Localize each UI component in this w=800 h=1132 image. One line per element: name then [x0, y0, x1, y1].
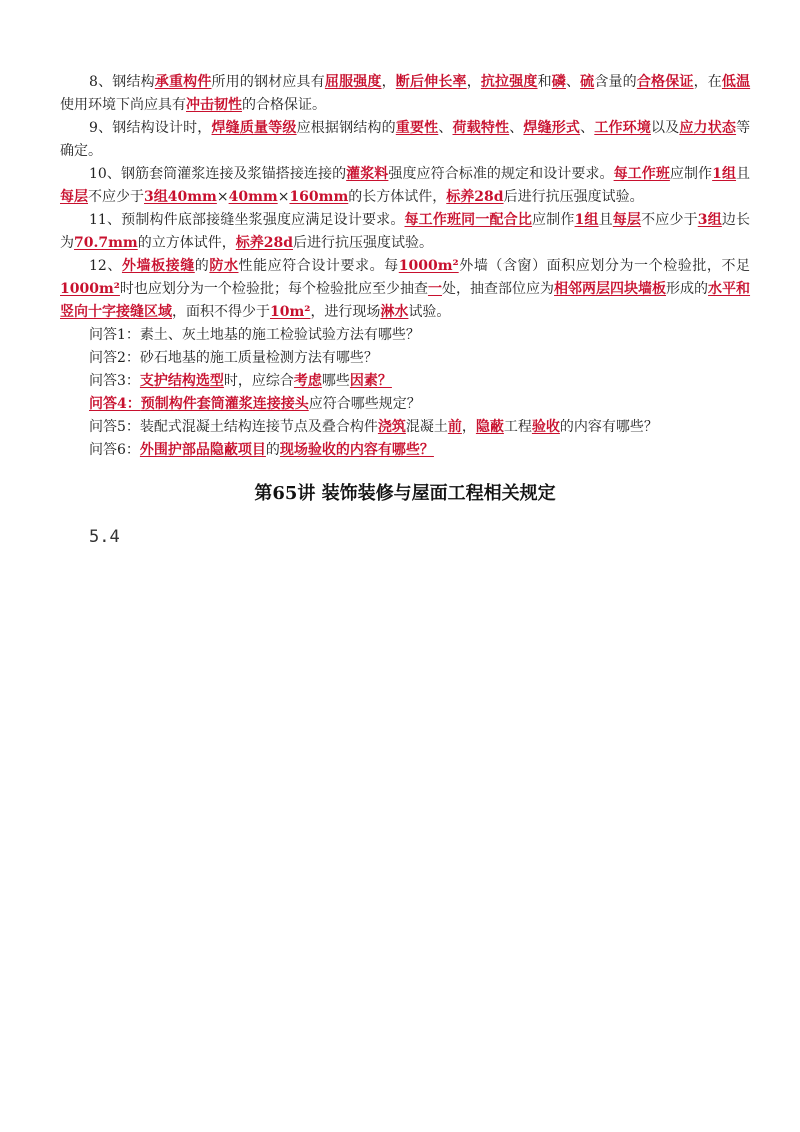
question-q-6	[60, 439, 750, 462]
highlighted-term: 硫	[580, 74, 595, 90]
text-run: 后进行抗压强度试验。	[293, 235, 434, 251]
highlighted-term: 预制构件套筒灌浆连接接头	[140, 396, 309, 412]
text-run: ，在	[693, 74, 722, 90]
highlighted-term: 冲击韧性	[186, 97, 242, 113]
highlighted-term: 1000m²	[398, 258, 459, 274]
text-run: 、	[580, 120, 595, 136]
text-run: 所用的钢材应具有	[211, 74, 325, 90]
highlighted-term: 1组	[574, 212, 599, 228]
highlighted-term: 考虑	[293, 373, 322, 389]
text-run: 使用环境下尚应具有	[60, 97, 186, 113]
text-run: 的合格保证。	[242, 97, 326, 113]
text-run: 9、钢结构设计时，	[89, 120, 212, 136]
highlighted-term: 3组40mm	[144, 189, 217, 205]
text-run: 后进行抗压强度试验。	[503, 189, 644, 205]
highlighted-term: 40mm	[228, 189, 278, 205]
text-run: 的长方体试件，	[348, 189, 447, 205]
highlighted-term: 一	[427, 281, 442, 297]
text-run: 应制作	[669, 166, 713, 182]
highlighted-term: 低温	[721, 74, 751, 90]
section-title: 第65讲 装饰装修与屋面工程相关规定	[254, 483, 556, 504]
text-run: 时也应划分为一个检验批；每个检验批应至少抽查	[119, 281, 428, 297]
highlighted-term: 每层	[60, 189, 88, 205]
text-run: 问答3：	[89, 373, 140, 389]
text-run: 问答6：	[89, 442, 140, 458]
highlighted-term: 外围护部品隐蔽项目	[139, 442, 266, 458]
text-run: 的	[265, 442, 280, 458]
highlighted-term: 1000m²	[60, 281, 120, 297]
paragraph-item-10	[60, 163, 750, 209]
text-run: 问答5：装配式混凝土结构连接节点及叠合构件	[89, 419, 378, 435]
highlighted-term: 焊缝形式	[523, 120, 581, 136]
text-run: 、	[438, 120, 453, 136]
highlighted-term: 160mm	[289, 189, 349, 205]
text-run: 问答2：砂石地基的施工质量检测方法有哪些？	[89, 350, 378, 366]
text-run: 应符合哪些规定？	[308, 396, 421, 412]
highlighted-term: 防水	[209, 258, 239, 274]
highlighted-term: 外墙板接缝	[121, 258, 195, 274]
highlighted-term: 相邻两层四块墙板	[554, 281, 667, 297]
text-run: ，	[466, 74, 481, 90]
paragraph-item-8	[60, 71, 750, 117]
text-run: 不应少于	[641, 212, 698, 228]
highlighted-term: 磷	[551, 74, 566, 90]
highlighted-term: 工作环境	[594, 120, 651, 136]
text-run: ×	[216, 189, 229, 205]
highlighted-term: 前	[447, 419, 462, 435]
text-run: 不应少于	[88, 189, 144, 205]
text-run: 以及	[651, 120, 680, 136]
text-run: 且	[736, 166, 751, 182]
text-run: 混凝土	[405, 419, 448, 435]
highlighted-term: 3组	[697, 212, 722, 228]
question-q-4	[60, 393, 750, 416]
highlighted-term: 支护结构选型	[139, 373, 224, 389]
highlighted-term: 断后伸长率	[395, 74, 467, 90]
text-run: ，	[461, 419, 476, 435]
text-run: ，	[381, 74, 396, 90]
highlighted-term: 现场验收的内容有哪些？	[279, 442, 434, 458]
highlighted-term: 抗拉强度	[480, 74, 538, 90]
text-run: 性能应符合设计要求。每	[238, 258, 399, 274]
text-run: 应根据钢结构的	[296, 120, 396, 136]
highlighted-term: 70.7mm	[74, 235, 138, 251]
text-run: 边长为	[60, 212, 751, 251]
text-run: ×	[277, 189, 290, 205]
text-run: 试验。	[408, 304, 451, 320]
text-run: 11、预制构件底部接缝坐浆强度应满足设计要求。	[89, 212, 405, 228]
text-run: ，进行现场	[310, 304, 381, 320]
highlighted-term: 因素？	[349, 373, 392, 389]
highlighted-term: 应力状态	[679, 120, 737, 136]
highlighted-term: 合格保证	[636, 74, 694, 90]
text-run: ，面积不得少于	[172, 304, 270, 320]
highlighted-term: 屈服强度	[324, 74, 382, 90]
highlighted-term: 淋水	[380, 304, 409, 320]
highlighted-term: 水平和竖向十字接缝区域	[60, 281, 751, 320]
text-run: 强度应符合标准的规定和设计要求。	[388, 166, 614, 182]
question-q-1	[60, 324, 750, 347]
text-run: 的立方体试件，	[137, 235, 236, 251]
highlighted-term: 灌浆料	[346, 166, 389, 182]
text-run: 12、	[89, 258, 122, 274]
question-q-2	[60, 347, 750, 370]
highlighted-term: 10m²	[270, 304, 311, 320]
text-run: 含量的	[594, 74, 637, 90]
text-run: 10、钢筋套筒灌浆连接及浆锚搭接连接的	[89, 166, 347, 182]
text-run: 形成的	[666, 281, 709, 297]
text-run: 8、钢结构	[89, 74, 155, 90]
text-run: 处，抽查部位应为	[441, 281, 554, 297]
highlighted-term: 浇筑	[377, 419, 406, 435]
text-run: 、	[509, 120, 524, 136]
highlighted-term: 1组	[712, 166, 737, 182]
highlighted-term: 标养28d	[446, 189, 504, 205]
text-run: 和	[537, 74, 552, 90]
highlighted-term: 标养28d	[235, 235, 294, 251]
text-run: 等确定。	[60, 120, 751, 159]
highlighted-term: 重要性	[395, 120, 439, 136]
highlighted-term: 荷载特性	[452, 120, 510, 136]
text-run: 外墙（含窗）面积应划分为一个检验批，不足	[458, 258, 751, 274]
text-run: 工程	[503, 419, 532, 435]
text-run: 应制作	[532, 212, 575, 228]
section-number: 5.4	[89, 527, 120, 547]
highlighted-term: 验收	[531, 419, 560, 435]
highlighted-term: 每工作班同一配合比	[404, 212, 532, 228]
text-run: 、	[565, 74, 581, 90]
text-run: 时，应综合	[223, 373, 294, 389]
question-list	[60, 324, 750, 462]
highlighted-term: 每工作班	[613, 166, 670, 182]
text-run: 问答1：素土、灰土地基的施工检验试验方法有哪些？	[89, 327, 420, 343]
text-run: 的内容有哪些？	[559, 419, 658, 435]
highlighted-term: 焊缝质量等级	[211, 120, 297, 136]
highlighted-term: 承重构件	[154, 74, 212, 90]
question-q-5	[60, 416, 750, 439]
paragraph-item-12	[60, 255, 750, 324]
rule-items	[60, 71, 750, 324]
text-run: 哪些	[321, 373, 350, 389]
text-run: 且	[598, 212, 613, 228]
highlighted-term: 问答4：	[89, 396, 141, 412]
paragraph-item-11	[60, 209, 750, 255]
highlighted-term: 每层	[612, 212, 642, 228]
question-q-3	[60, 370, 750, 393]
document-content	[60, 71, 750, 549]
paragraph-item-9	[60, 117, 750, 163]
highlighted-term: 隐蔽	[475, 419, 504, 435]
text-run: 的	[194, 258, 210, 274]
